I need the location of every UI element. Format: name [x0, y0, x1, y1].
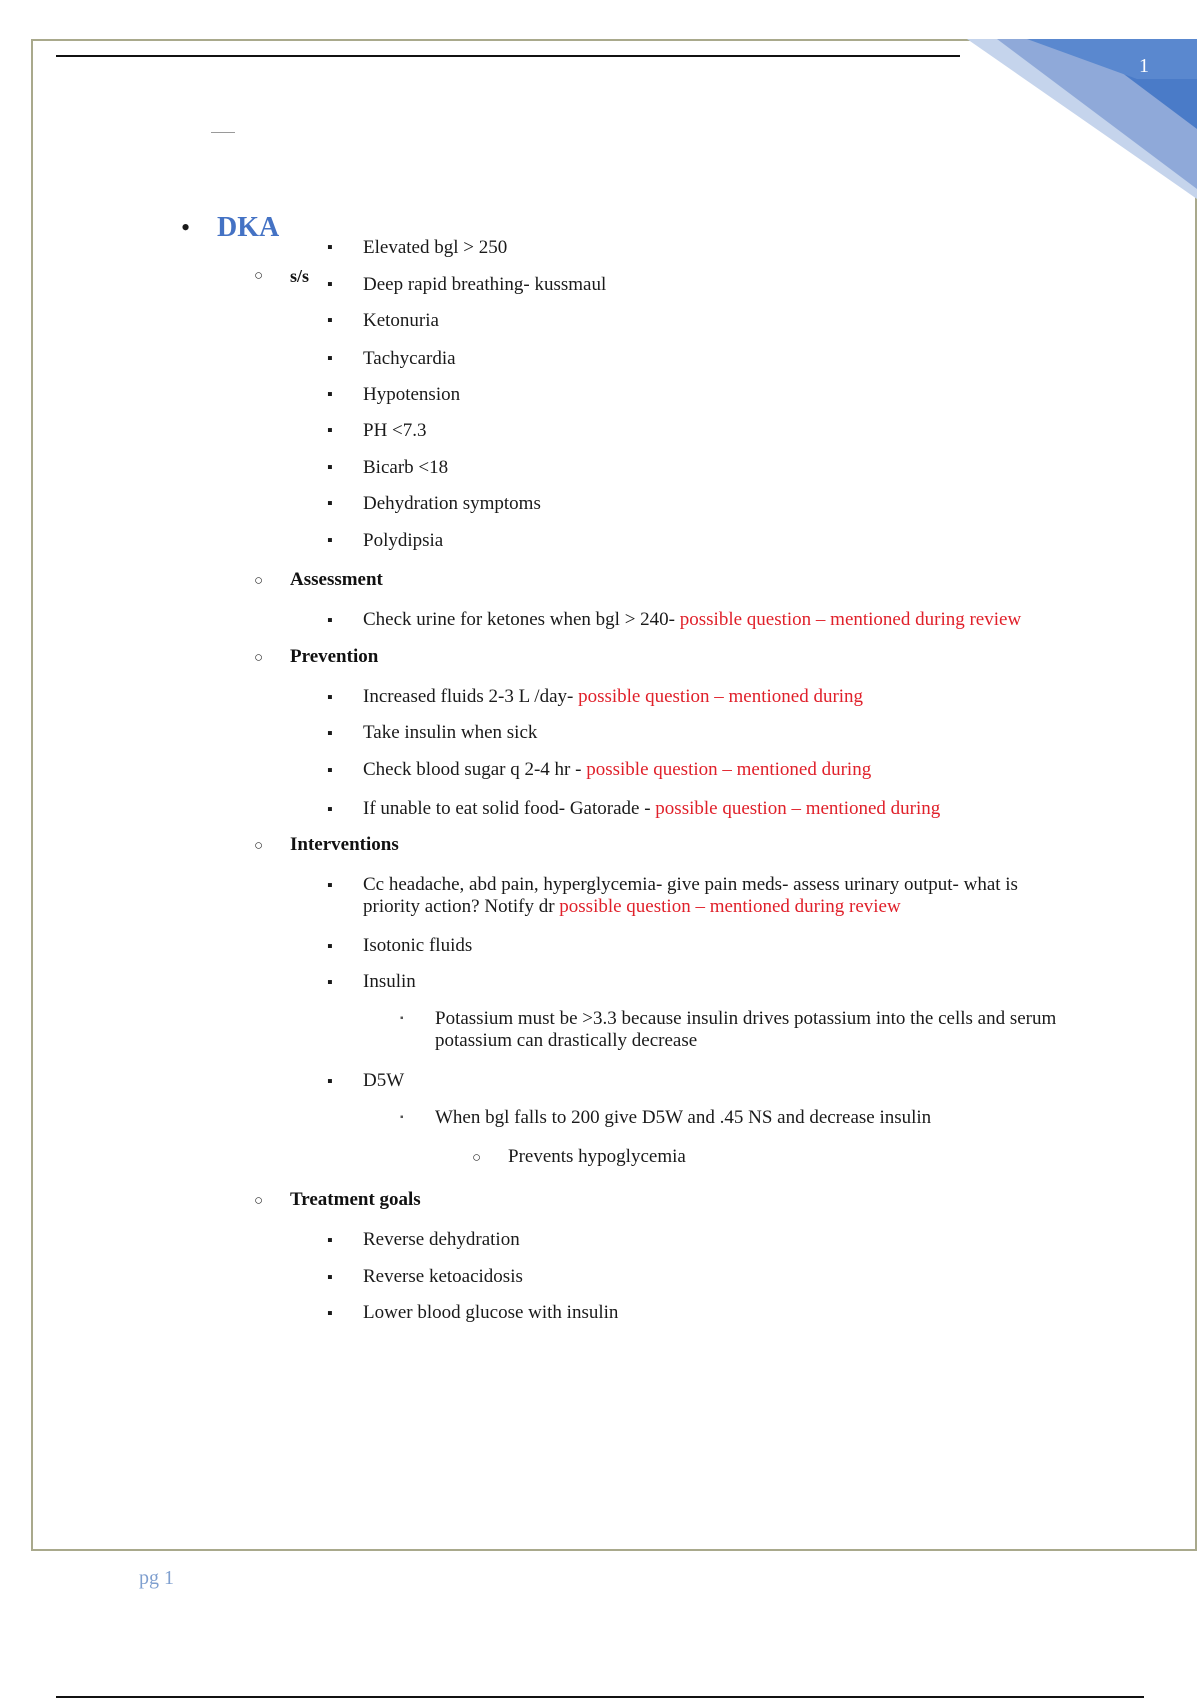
square-bullet: ▪ [327, 1073, 333, 1090]
square-bullet: ▪ [327, 422, 333, 439]
header-rule [56, 55, 960, 57]
review-note: possible question – mentioned during [655, 798, 941, 819]
item-text: If unable to eat solid food- Gatorade - [363, 798, 656, 819]
list-item [363, 874, 1063, 918]
sub-list-item: Potassium must be >3.3 because insulin drives potassium into the cells and serum potassium can drastically decrease [435, 1008, 1057, 1051]
list-item: Elevated bgl > 250 [363, 237, 508, 258]
item-text: Check blood sugar q 2-4 hr - [363, 759, 587, 780]
list-item: Take insulin when sick [363, 722, 538, 743]
review-note: possible question – mentioned during [586, 759, 872, 780]
circle-bullet: ○ [254, 268, 264, 284]
square-bullet: ▪ [327, 1232, 333, 1249]
page-title: DKA [217, 212, 280, 243]
small-bullet: ▪ [400, 1112, 404, 1123]
list-item: Isotonic fluids [363, 935, 473, 956]
square-bullet: ▪ [327, 612, 333, 629]
list-item: PH <7.3 [363, 420, 427, 441]
section-heading-ss: s/s [290, 266, 310, 286]
list-item [363, 798, 940, 820]
section-heading-assessment: Assessment [290, 569, 383, 590]
square-bullet: ▪ [327, 532, 333, 549]
square-bullet: ▪ [327, 1269, 333, 1286]
list-item: Hypotension [363, 384, 461, 405]
item-text: Increased fluids 2-3 L /day- [363, 686, 579, 707]
square-bullet: ▪ [327, 938, 333, 955]
list-item: Tachycardia [363, 348, 456, 369]
list-item: Dehydration symptoms [363, 493, 541, 514]
section-heading-goals: Treatment goals [290, 1189, 421, 1210]
item-text: Cc headache, abd pain, hyperglycemia- give pain meds- assess urinary output- what is priority action? Notify dr [363, 874, 1018, 917]
corner-decoration [967, 39, 1197, 199]
section-heading-interventions: Interventions [290, 834, 399, 855]
title-bullet: • [181, 213, 191, 242]
circle-bullet: ○ [254, 1193, 264, 1209]
square-bullet: ▪ [327, 689, 333, 706]
list-item: Bicarb <18 [363, 457, 449, 478]
square-bullet: ▪ [327, 350, 333, 367]
list-item: Lower blood glucose with insulin [363, 1302, 619, 1323]
list-item [363, 686, 863, 708]
list-item [363, 609, 1021, 631]
circle-bullet: ○ [254, 650, 264, 666]
list-item: Polydipsia [363, 530, 444, 551]
square-bullet: ▪ [327, 877, 333, 894]
square-bullet: ▪ [327, 495, 333, 512]
list-item: D5W [363, 1070, 405, 1091]
square-bullet: ▪ [327, 386, 333, 403]
list-item [363, 759, 871, 781]
list-item: Reverse dehydration [363, 1229, 520, 1250]
item-text: Check urine for ketones when bgl > 240- [363, 609, 680, 630]
small-bullet: ▪ [400, 1013, 404, 1024]
list-item: Reverse ketoacidosis [363, 1266, 523, 1287]
list-item: Insulin [363, 971, 416, 992]
square-bullet: ▪ [327, 801, 333, 818]
review-note: possible question – mentioned during review [559, 896, 901, 917]
circle-bullet: ○ [472, 1150, 482, 1166]
square-bullet: ▪ [327, 459, 333, 476]
header-dash [211, 132, 235, 133]
square-bullet: ▪ [327, 239, 333, 256]
section-heading-prevention: Prevention [290, 646, 379, 667]
sub-sub-list-item: Prevents hypoglycemia [508, 1146, 686, 1167]
page-number: 1 [1139, 55, 1149, 77]
page-footer: pg 1 [139, 1567, 174, 1589]
square-bullet: ▪ [327, 725, 333, 742]
review-note: possible question – mentioned during review [679, 609, 1022, 630]
page-border [31, 39, 1197, 1551]
list-item: Ketonuria [363, 310, 439, 331]
sub-list-item: When bgl falls to 200 give D5W and .45 NS and decrease insulin [435, 1107, 932, 1128]
square-bullet: ▪ [327, 312, 333, 329]
review-note: possible question – mentioned during [578, 686, 864, 707]
circle-bullet: ○ [254, 573, 264, 589]
square-bullet: ▪ [327, 276, 333, 293]
square-bullet: ▪ [327, 1305, 333, 1322]
square-bullet: ▪ [327, 974, 333, 991]
list-item: Deep rapid breathing- kussmaul [363, 274, 607, 295]
square-bullet: ▪ [327, 762, 333, 779]
footer-rule [56, 1696, 1144, 1698]
circle-bullet: ○ [254, 838, 264, 854]
